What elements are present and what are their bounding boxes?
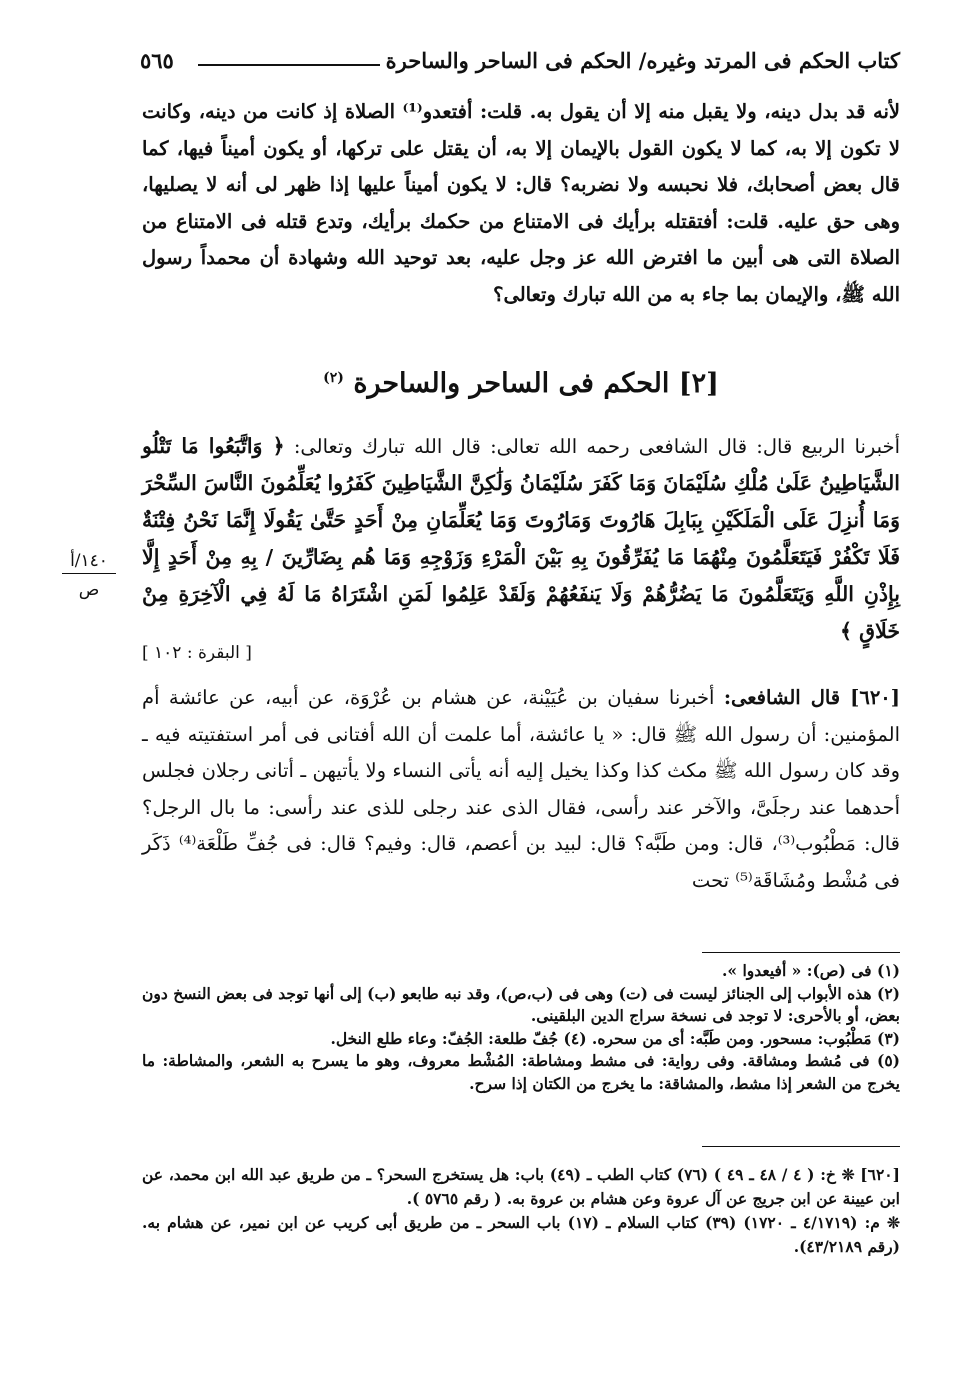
narration-intro: أخبرنا الربيع قال: قال الشافعى رحمه الله تعالى: قال الله تبارك وتعالى: bbox=[293, 435, 900, 458]
intro-paragraph: لأنه قد بدل دينه، ولا يقبل منه إلا أن يقول به. قلت: أفتعدو⁽¹⁾ الصلاة إذ كانت من دينه، وكانت لا تكون إلا به، كما لا يكون القول بالإيمان إلا به، أن يقتل على تركها، أو يكون أميناً فيها، كما قال بعض أصحابك، فلا نحبسه ولا نضربه؟ قال: لا يكون أميناً عليها إذا ظهر لى أنه لا يصليها، وهى حق عليه. قلت: أفتقتله برأيك فى الامتناع من حكمك برأيك، وتدع قتله فى الامتناع من الصلاة التى هى أبين ما افترض الله عز وجل عليه، بعد توحيد الله وشهادة أن محمداً رسول الله ﷺ، والإيمان بما جاء به من الله تبارك وتعالى؟ bbox=[142, 100, 900, 306]
verse-reference: [ البقرة : ١٠٢ ] bbox=[142, 643, 252, 663]
hadith-text: أخبرنا سفيان بن عُيَيْنة، عن هشام بن عُرْوَة، عن أبيه، عن عائشة أم المؤمنين: أن رسول الله ﷺ قال: « يا عائشة، أما علمت أن الله أفتانى فى أمر استفتيته فيه ـ وقد كان رسول الله ﷺ مكث كذا وكذا يخيل إليه أنه يأتى النساء ولا يأتيهن ـ أتانى رجلان فجلس أحدهما عند رجلَىَّ، والآخر عند رأسى، فقال الذى عند رجلى للذى عند رأسى: ما بال الرجل؟ قال: مَطْبُوب⁽³⁾، قال: ومن طَبَّه؟ قال: لبيد بن أعصم، قال: وفيم؟ قال: فى جُفِّ طَلْعَة⁽⁴⁾ ذَكَر فى مُشْط ومُشَاقَة⁽⁵⁾ تحت bbox=[142, 686, 901, 892]
footnote: (٢) هذه الأبواب إلى الجنائز ليست فى (ت) وهى فى (ب،ص)، وقد نبه طابعو (ب) إلى أنها توجد فى بعض النسخ دون بعض، أو بالأحرى: لا توجد فى نسخة سراج الدين البلقينى. bbox=[142, 983, 900, 1025]
footnotes bbox=[142, 960, 900, 1095]
footnote: (٥) فى مُشط ومشاقة. وفى رواية: فى مشط ومشاطة: المُشْط معروف، وهو ما يسرح به الشعر، والمشاطة: ما يخرج من الشعر إذا مشط، والمشاقة: ما يخرج من الكتان إذا سرح. bbox=[142, 1051, 900, 1093]
narration-paragraph bbox=[142, 428, 900, 650]
quran-verse: ﴿ وَاتَّبَعُوا مَا تَتْلُو الشَّيَاطِينُ عَلَىٰ مُلْكِ سُلَيْمَانَ وَمَا كَفَرَ سُلَيْمَانُ وَلَٰكِنَّ الشَّيَاطِينَ كَفَرُوا يُعَلِّمُونَ النَّاسَ السِّحْرَ وَمَا أُنزِلَ عَلَى الْمَلَكَيْنِ بِبَابِلَ هَارُوتَ وَمَارُوتَ وَمَا يُعَلِّمَانِ مِنْ أَحَدٍ حَتَّىٰ يَقُولَا إِنَّمَا نَحْنُ فِتْنَةٌ فَلَا تَكْفُرْ فَيَتَعَلَّمُونَ مِنْهُمَا مَا يُفَرِّقُونَ بِهِ بَيْنَ الْمَرْءِ وَزَوْجِهِ وَمَا هُم بِضَارِّينَ / بِهِ مِنْ أَحَدٍ إِلَّا بِإِذْنِ اللَّهِ وَيَتَعَلَّمُونَ مَا يَضُرُّهُمْ وَلَا يَنفَعُهُمْ وَلَقَدْ عَلِمُوا لَمَنِ اشْتَرَاهُ مَا لَهُ فِي الْآخِرَةِ مِنْ خَلَاقٍ ﴾ bbox=[142, 434, 900, 643]
section-heading-footnote-ref: (٢) bbox=[323, 370, 344, 386]
margin-manuscript-ref bbox=[62, 551, 116, 600]
header-rule bbox=[198, 64, 380, 66]
page-number: ٥٦٥ bbox=[140, 48, 174, 73]
running-header bbox=[140, 44, 900, 80]
chapter-title: كتاب الحكم فى المرتد وغيره/ الحكم فى الساحر والساحرة bbox=[385, 48, 900, 73]
footnote-separator bbox=[702, 952, 900, 953]
takhrij-note: ❊ م: (٤/١٧١٩ ـ ١٧٢٠) (٣٩) كتاب السلام ـ (١٧) باب السحر ـ من طريق أبى كريب عن ابن نمير، عن هشام به. (رقم ٤٣/٢١٨٩). bbox=[142, 1213, 900, 1256]
footnote: (٣) مَطْبُوب: مسحور. ومن طَبَّه: أى من سحره. (٤) جُفّ طلعة: الجُفّ: وعاء طلع النخل. bbox=[330, 1028, 900, 1048]
margin-folio: ١٤٠/أ bbox=[62, 551, 116, 574]
section-heading bbox=[142, 368, 900, 399]
margin-letter: ص bbox=[78, 580, 100, 600]
takhrij-notes bbox=[142, 1163, 900, 1259]
takhrij-separator bbox=[702, 1146, 900, 1147]
takhrij-note: [٦٢٠] ❊ خ: ( ٤ / ٤٨ ـ ٤٩ ) (٧٦) كتاب الطب ـ (٤٩) باب: هل يستخرج السحر؟ ـ من طريق عبد الله ابن محمد، عن ابن عيينة عن ابن جريج عن آل عروة وعن هشام بن عروة به. ( رقم ٥٧٦٥ ). bbox=[142, 1165, 900, 1208]
hadith-paragraph bbox=[142, 680, 900, 899]
section-heading-text: [٢] الحكم فى الساحر والساحرة bbox=[353, 368, 719, 399]
footnote: (١) فى (ص): « أفيعدوا ». bbox=[721, 961, 900, 980]
hadith-number: [٦٢٠] قال الشافعى: bbox=[723, 686, 900, 709]
